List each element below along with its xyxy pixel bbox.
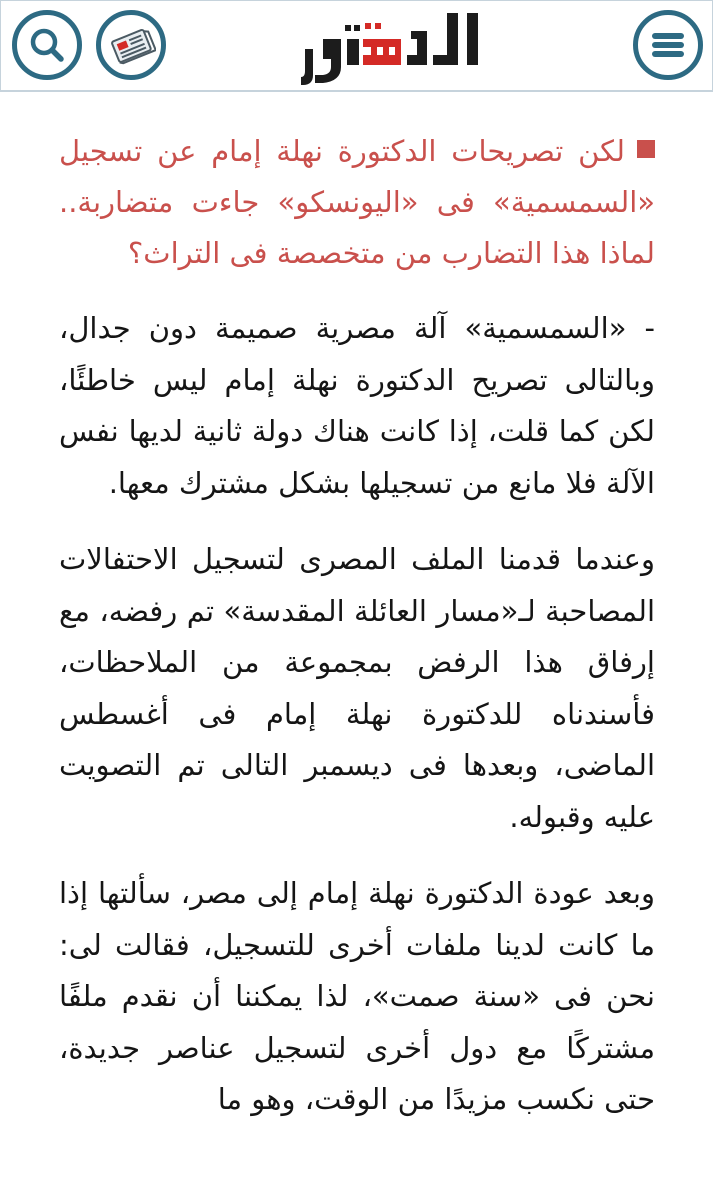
answer-paragraph: وعندما قدمنا الملف المصرى لتسجيل الاحتفالات المصاحبة لـ«مسار العائلة المقدسة» تم رفضه، مع إرفاق هذا الرفض بمجموعة من الملاحظات، فأسندناه للدكتورة نهلة إمام فى أغسطس الماضى، وبعدها فى ديسمبر التالى تم التصويت عليه وقبوله. [59, 542, 655, 834]
search-button[interactable] [12, 10, 82, 80]
interview-question [59, 126, 655, 279]
logo-mark [301, 5, 491, 89]
newspaper-icon [106, 20, 156, 70]
article-body [59, 126, 655, 1151]
question-text: لكن تصريحات الدكتورة نهلة إمام عن تسجيل «السمسمية» فى «اليونسكو» جاءت متضاربة.. لماذا هذا التضارب من متخصصة فى التراث؟ [59, 134, 655, 270]
newspaper-button[interactable] [96, 10, 166, 80]
site-logo[interactable] [301, 5, 491, 89]
answer-paragraph: وبعد عودة الدكتورة نهلة إمام إلى مصر، سألتها إذا ما كانت لدينا ملفات أخرى للتسجيل، فقالت لى: نحن فى «سنة صمت»، لذا يمكننا أن نقدم ملفًا مشتركًا مع دول أخرى لتسجيل عناصر جديدة، حتى نكسب مزيدًا من الوقت، وهو ما [59, 876, 655, 1116]
square-bullet-icon [637, 140, 655, 158]
menu-icon [648, 25, 688, 65]
search-icon [27, 25, 67, 65]
menu-button[interactable] [633, 10, 703, 80]
answer-paragraph: - «السمسمية» آلة مصرية صميمة دون جدال، وبالتالى تصريح الدكتورة نهلة إمام ليس خاطئًا، لكن كما قلت، إذا كانت هناك دولة ثانية لديها نفس الآلة فلا مانع من تسجيلها بشكل مشترك معها. [59, 311, 655, 500]
site-header [0, 0, 713, 92]
